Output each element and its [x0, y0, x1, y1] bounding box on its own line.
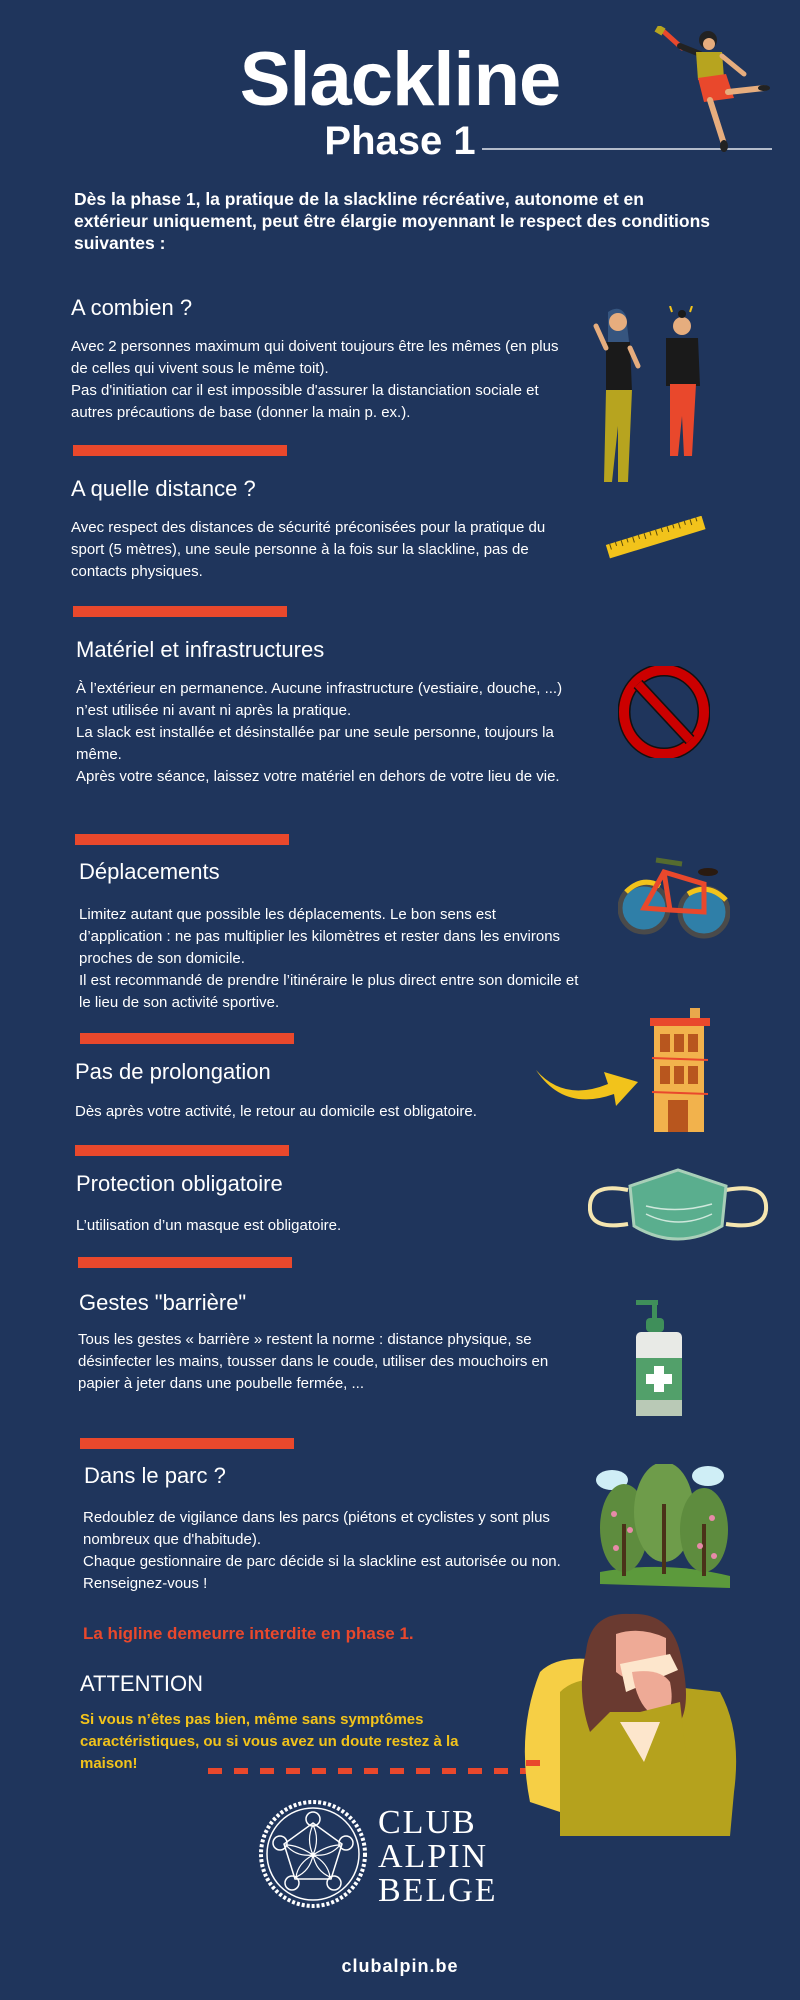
website-link[interactable]: clubalpin.be: [341, 1956, 459, 1976]
dashed-line: [208, 1768, 542, 1774]
section-body-pas-de-prolongation: [75, 1101, 595, 1123]
section-divider: [73, 606, 287, 617]
hand-sanitizer-icon: [634, 1298, 686, 1418]
section-heading-pas-de-prolongation: Pas de prolongation: [75, 1059, 271, 1084]
sneezing-woman-illustration-icon: [520, 1612, 744, 1836]
bicycle-icon: [618, 852, 730, 940]
section-divider: [78, 1257, 292, 1268]
logo-line: ALPIN: [378, 1838, 489, 1875]
body-line: Avec 2 personnes maximum qui doivent toujours être les mêmes (en plus de celles qui vivent sous le même toit).: [71, 338, 559, 377]
park-trees-icon: [596, 1464, 732, 1588]
section-heading-deplacements: Déplacements: [79, 859, 220, 884]
section-body-a-combien: [71, 336, 571, 424]
section-divider: [80, 1438, 294, 1449]
section-divider: [73, 445, 287, 456]
highline-warning: La higline demeurre interdite en phase 1.: [83, 1624, 414, 1643]
body-line: Chaque gestionnaire de parc décide si la slackline est autorisée ou non. Renseignez-vous !: [83, 1553, 561, 1592]
body-line: Après votre séance, laissez votre matériel en dehors de votre lieu de vie.: [76, 768, 560, 785]
body-line: Il est recommandé de prendre l’itinéraire le plus direct entre son domicile et le lieu de son activité sportive.: [79, 972, 579, 1011]
section-heading-dans-le-parc: Dans le parc ?: [84, 1463, 226, 1488]
logo-line: BELGE: [378, 1872, 498, 1909]
logo-line: CLUB: [378, 1804, 477, 1841]
face-mask-icon: [588, 1168, 770, 1248]
logo-text: [378, 1806, 498, 1908]
home-building-icon: [648, 1008, 712, 1134]
section-divider: [75, 1145, 289, 1156]
body-line: Redoublez de vigilance dans les parcs (piétons et cyclistes y sont plus nombreux que d'habitude).: [83, 1509, 550, 1548]
body-line: Tous les gestes « barrière » restent la norme : distance physique, se désinfecter les mains, tousser dans le coude, utiliser des mouchoirs en papier à jeter dans une poubelle fermée, ...: [78, 1331, 549, 1392]
body-line: La slack est installée et désinstallée par une seule personne, toujours la même.: [76, 724, 554, 763]
body-line: Dès après votre activité, le retour au domicile est obligatoire.: [75, 1103, 477, 1120]
arrow-icon: [534, 1062, 640, 1106]
page-subtitle: Phase 1: [324, 119, 476, 163]
section-body-a-quelle-distance: [71, 517, 576, 583]
section-body-dans-le-parc: [83, 1507, 583, 1595]
body-line: Avec respect des distances de sécurité préconisées pour la pratique du sport (5 mètres), une seule personne à la fois sur la slackline, pas de contacts physiques.: [71, 519, 546, 580]
prohibited-icon: [618, 666, 710, 758]
section-divider: [75, 834, 289, 845]
intro-text: Dès la phase 1, la pratique de la slackline récréative, autonome et en extérieur uniquement, peut être élargie moyennant le respect des conditions suivantes :: [74, 189, 710, 253]
club-alpin-emblem-icon: [258, 1799, 368, 1909]
section-body-protection: [76, 1215, 576, 1237]
attention-text: Si vous n’êtes pas bien, même sans symptômes caractéristiques, ou si vous avez un doute restez à la maison!: [80, 1711, 459, 1772]
section-body-materiel: [76, 678, 576, 788]
attention-heading: ATTENTION: [80, 1671, 204, 1696]
section-heading-a-combien: A combien ?: [71, 295, 193, 320]
section-heading-protection: Protection obligatoire: [76, 1171, 283, 1196]
body-line: Limitez autant que possible les déplacements. Le bon sens est d’application : ne pas multiplier les kilomètres et rester dans les environs proches de son domicile.: [79, 906, 561, 967]
section-heading-gestes-barriere: Gestes "barrière": [79, 1290, 247, 1315]
section-heading-materiel: Matériel et infrastructures: [76, 637, 325, 662]
section-heading-a-quelle-distance: A quelle distance ?: [71, 476, 256, 501]
section-body-gestes-barriere: [78, 1329, 568, 1395]
section-body-deplacements: [79, 904, 579, 1014]
two-people-icon: [586, 306, 716, 492]
body-line: L’utilisation d’un masque est obligatoire.: [76, 1217, 342, 1234]
page-title: Slackline: [239, 37, 561, 122]
slackliner-illustration-icon: [652, 26, 772, 152]
section-divider: [80, 1033, 294, 1044]
body-line: Pas d'initiation car il est impossible d'assurer la distanciation sociale et autres précautions de base (donner la main p. ex.).: [71, 382, 539, 421]
body-line: À l’extérieur en permanence. Aucune infrastructure (vestiaire, douche, ...) n’est utilisée ni avant ni après la pratique.: [76, 680, 563, 719]
ruler-icon: [604, 516, 708, 560]
